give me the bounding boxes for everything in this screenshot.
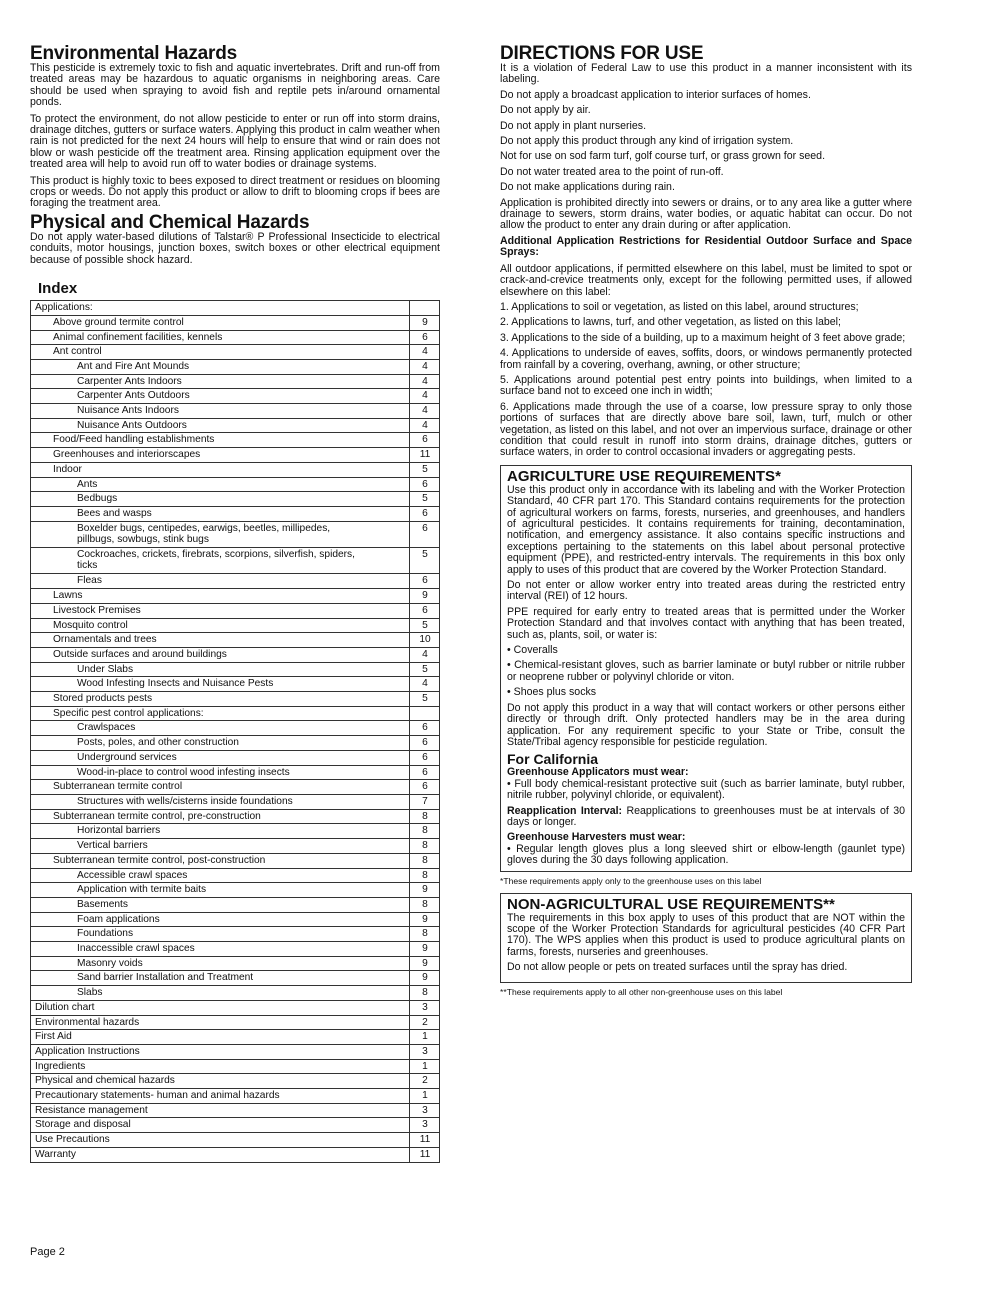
index-row [31, 1133, 440, 1148]
index-row [31, 692, 440, 707]
index-row [31, 986, 440, 1001]
index-entry-page: 6 [410, 521, 440, 547]
agriculture-paragraph: PPE required for early entry to treated areas that is permitted under the Worker Protection Standard and that involves contact with anything that has been treated, such as, plants, soil, or water is: [507, 605, 905, 641]
index-row [31, 603, 440, 618]
index-entry-page: 6 [410, 477, 440, 492]
index-entry-page: 6 [410, 574, 440, 589]
index-row [31, 433, 440, 448]
index-entry-page: 9 [410, 912, 440, 927]
index-entry-label: Greenhouses and interiorscapes [31, 448, 410, 463]
index-entry-label: Application Instructions [31, 1044, 410, 1059]
index-row [31, 912, 440, 927]
california-title: For California [507, 751, 599, 768]
index-entry-label: Subterranean termite control [31, 780, 410, 795]
index-entry-page: 2 [410, 1015, 440, 1030]
index-row [31, 448, 440, 463]
index-entry-page: 6 [410, 736, 440, 751]
index-entry-label: Storage and disposal [31, 1118, 410, 1133]
directions-title: DIRECTIONS FOR USE [500, 43, 704, 64]
index-row [31, 1000, 440, 1015]
index-entry-label: Mosquito control [31, 618, 410, 633]
index-entry-page: 8 [410, 809, 440, 824]
index-row [31, 477, 440, 492]
index-row [31, 1030, 440, 1045]
index-entry-label: Application with termite baits [31, 883, 410, 898]
agriculture-note: *These requirements apply only to the greenhouse uses on this label [500, 875, 762, 886]
index-entry-page [410, 301, 440, 316]
index-entry-page: 6 [410, 750, 440, 765]
index-entry-page: 6 [410, 721, 440, 736]
index-entry-page: 11 [410, 448, 440, 463]
index-title: Index [38, 280, 78, 298]
index-entry-label: Stored products pests [31, 692, 410, 707]
index-row [31, 942, 440, 957]
index-entry-label: Applications: [31, 301, 410, 316]
restriction-item: 3. Applications to the side of a building, up to a maximum height of 3 feet above grade; [500, 331, 906, 344]
index-entry-page: 4 [410, 345, 440, 360]
index-entry-page: 9 [410, 589, 440, 604]
index-row [31, 795, 440, 810]
index-entry-label: Slabs [31, 986, 410, 1001]
gh-harvesters-text: • Regular length gloves plus a long sleeved shirt or elbow-length (gaunlet type) gloves during the 30 days following application. [507, 842, 905, 867]
index-entry-label: Boxelder bugs, centipedes, earwigs, beetles, millipedes, pillbugs, sowbugs, stink bugs [31, 521, 410, 547]
index-entry-label: First Aid [31, 1030, 410, 1045]
agriculture-title: AGRICULTURE USE REQUIREMENTS* [507, 467, 781, 485]
restrictions-heading: Additional Application Restrictions for Residential Outdoor Surface and Space Sprays: [500, 234, 912, 259]
index-entry-label: Animal confinement facilities, kennels [31, 330, 410, 345]
index-entry-label: Wood-in-place to control wood infesting insects [31, 765, 410, 780]
index-row [31, 506, 440, 521]
index-row [31, 1103, 440, 1118]
index-entry-page: 5 [410, 692, 440, 707]
agriculture-paragraph: • Coveralls [507, 644, 558, 657]
index-entry-page: 10 [410, 633, 440, 648]
index-row [31, 574, 440, 589]
index-entry-label: Environmental hazards [31, 1015, 410, 1030]
index-entry-page: 4 [410, 359, 440, 374]
phys-para: Do not apply water-based dilutions of Talstar® P Professional Insecticide to electrical conduits, motor housings, junction boxes, switch boxes or other electrical equipment because of possible shock hazard. [30, 230, 440, 266]
index-entry-label: Resistance management [31, 1103, 410, 1118]
agriculture-paragraph: Use this product only in accordance with its labeling and with the Worker Protection Standard, 40 CFR part 170. This Standard contains requirements for the protection of agricultural workers on farms, forests, nurseries, and greenhouses, and handlers of agricultural pesticides. It contains requirements for training, decontamination, notification, and emergency assistance. It also contains specific instructions and exceptions pertaining to the statements on this label about personal protective equipment (PPE), and restricted-entry intervals. The requirements in this box only apply to uses of this product that are covered by the Worker Protection Standard. [507, 483, 905, 576]
index-entry-page: 5 [410, 492, 440, 507]
index-entry-page: 9 [410, 883, 440, 898]
index-entry-label: Warranty [31, 1147, 410, 1162]
index-entry-page: 1 [410, 1089, 440, 1104]
directions-intro [500, 63, 912, 232]
env-para-2: To protect the environment, do not allow pesticide to enter or run off into storm drains, drainage ditches, gutters or surface waters. Applying this product in calm weather when rain is not predicted for the next 24 hours will help to ensure that wind or rain does not blow or wash pesticide off the treatment area. Rinsing application equipment over the treated area will help to avoid run off to water bodies or drainage systems. [30, 112, 440, 171]
index-row [31, 839, 440, 854]
index-entry-label: Subterranean termite control, pre-construction [31, 809, 410, 824]
index-entry-page: 5 [410, 548, 440, 574]
index-entry-page: 6 [410, 433, 440, 448]
index-entry-label: Foam applications [31, 912, 410, 927]
directions-item: Not for use on sod farm turf, golf course turf, or grass grown for seed. [500, 150, 826, 163]
directions-item: Application is prohibited directly into sewers or drains, or to any area like a gutter where drainage to sewers, storm drains, water bodies, or aquatic habitat can occur. Do not allow the product to enter any drain during or after application. [500, 196, 912, 232]
index-entry-page: 3 [410, 1103, 440, 1118]
index-entry-label: Ants [31, 477, 410, 492]
index-entry-label: Bees and wasps [31, 506, 410, 521]
index-row [31, 809, 440, 824]
env-para-3: This product is highly toxic to bees exposed to direct treatment or residues on blooming crops or weeds. Do not apply this product or allow to drift to blooming crops if bees are foraging the treatment area. [30, 174, 440, 210]
index-entry-label: Subterranean termite control, post-construction [31, 853, 410, 868]
gh-applicators-heading: Greenhouse Applicators must wear: [507, 766, 689, 779]
index-row [31, 956, 440, 971]
index-entry-label: Ant control [31, 345, 410, 360]
index-entry-page: 8 [410, 927, 440, 942]
index-entry-page: 11 [410, 1133, 440, 1148]
index-entry-page: 4 [410, 647, 440, 662]
index-row [31, 721, 440, 736]
index-entry-label: Nuisance Ants Indoors [31, 404, 410, 419]
directions-item: It is a violation of Federal Law to use this product in a manner inconsistent with its labeling. [500, 62, 912, 86]
index-entry-label: Cockroaches, crickets, firebrats, scorpions, silverfish, spiders, ticks [31, 548, 410, 574]
restriction-item: 6. Applications made through the use of a coarse, low pressure spray to only those portions of surfaces that are directly above bare soil, lawn, turf, mulch or other vegetation, as listed on this label, and not over an impervious surface, drainage or other condition that could result in runoff into storm drains, drainage ditches, gutters or surface waters, in order to control occasional invaders or aggregating pests. [500, 400, 912, 459]
index-table [30, 300, 440, 1162]
index-entry-page: 5 [410, 618, 440, 633]
agriculture-paragraph: • Chemical-resistant gloves, such as barrier laminate or butyl rubber or nitrile rubber or neoprene rubber or polyvinyl chloride or viton. [507, 659, 905, 683]
gh-harvesters-heading: Greenhouse Harvesters must wear: [507, 831, 686, 844]
index-row [31, 589, 440, 604]
index-row [31, 404, 440, 419]
restrictions-list [500, 264, 912, 459]
index-entry-page: 6 [410, 780, 440, 795]
index-entry-page: 4 [410, 389, 440, 404]
index-entry-page: 1 [410, 1030, 440, 1045]
reapplication-label: Reapplication Interval: [507, 804, 623, 817]
index-entry-page: 9 [410, 942, 440, 957]
env-hazards-title: Environmental Hazards [30, 43, 237, 64]
index-row [31, 345, 440, 360]
index-entry-label: Specific pest control applications: [31, 706, 410, 721]
index-entry-label: Bedbugs [31, 492, 410, 507]
index-entry-page: 6 [410, 765, 440, 780]
gh-applicators-text: • Full body chemical-resistant protective suit (such as barrier laminate, butyl rubber, nitrile rubber, polyvinyl chloride, or equivalent). [507, 777, 905, 802]
index-row [31, 897, 440, 912]
index-entry-label: Livestock Premises [31, 603, 410, 618]
index-entry-page: 1 [410, 1059, 440, 1074]
index-entry-label: Accessible crawl spaces [31, 868, 410, 883]
index-entry-page: 8 [410, 986, 440, 1001]
index-row [31, 359, 440, 374]
index-row [31, 883, 440, 898]
restriction-item: 2. Applications to lawns, turf, and other vegetation, as listed on this label; [500, 316, 841, 329]
index-row [31, 853, 440, 868]
index-entry-label: Masonry voids [31, 956, 410, 971]
index-entry-label: Underground services [31, 750, 410, 765]
index-row [31, 647, 440, 662]
index-entry-label: Ingredients [31, 1059, 410, 1074]
restriction-item: 4. Applications to underside of eaves, soffits, doors, or windows permanently protected from rainfall by a covering, overhang, awning, or other structure; [500, 347, 912, 371]
index-entry-label: Lawns [31, 589, 410, 604]
env-para-1: This pesticide is extremely toxic to fish and aquatic invertebrates. Drift and run-off from treated areas may be hazardous to aquatic organisms in neighboring areas. Care should be used when spraying to avoid fish and reptile pets in/around ornamental ponds. [30, 62, 440, 109]
index-entry-page: 2 [410, 1074, 440, 1089]
non-agriculture-paragraphs [507, 913, 905, 974]
index-entry-page: 8 [410, 853, 440, 868]
index-row [31, 389, 440, 404]
index-row [31, 750, 440, 765]
index-entry-page: 9 [410, 971, 440, 986]
directions-item: Do not make applications during rain. [500, 181, 675, 194]
index-entry-label: Precautionary statements- human and animal hazards [31, 1089, 410, 1104]
index-entry-page: 4 [410, 404, 440, 419]
index-entry-label: Structures with wells/cisterns inside foundations [31, 795, 410, 810]
directions-item: Do not apply this product through any kind of irrigation system. [500, 135, 794, 148]
non-agriculture-title: NON-AGRICULTURAL USE REQUIREMENTS** [507, 895, 835, 913]
directions-item: Do not apply by air. [500, 104, 591, 117]
index-entry-page: 11 [410, 1147, 440, 1162]
restriction-item: 5. Applications around potential pest entry points into buildings, when limited to a surface band not to exceed one inch in width; [500, 373, 912, 398]
left-column [30, 44, 440, 1163]
reapplication-text: Reapplications to greenhouses must be at intervals of 30 days or longer. [507, 804, 905, 828]
index-entry-label: Above ground termite control [31, 315, 410, 330]
index-entry-page: 6 [410, 506, 440, 521]
index-row [31, 618, 440, 633]
index-entry-label: Fleas [31, 574, 410, 589]
index-row [31, 1089, 440, 1104]
index-entry-label: Horizontal barriers [31, 824, 410, 839]
index-row [31, 868, 440, 883]
index-entry-label: Basements [31, 897, 410, 912]
index-entry-page: 9 [410, 956, 440, 971]
index-row [31, 492, 440, 507]
index-row [31, 780, 440, 795]
index-row [31, 1118, 440, 1133]
restriction-item: All outdoor applications, if permitted elsewhere on this label, must be limited to spot or crack-and-crevice treatments only, except for the following permitted uses, if allowed elsewhere on this label: [500, 262, 912, 298]
index-row [31, 374, 440, 389]
index-entry-page: 7 [410, 795, 440, 810]
index-row [31, 971, 440, 986]
index-entry-label: Wood Infesting Insects and Nuisance Pests [31, 677, 410, 692]
index-entry-page: 6 [410, 603, 440, 618]
phys-hazards-title: Physical and Chemical Hazards [30, 211, 310, 233]
non-agriculture-box [500, 893, 912, 983]
index-row [31, 765, 440, 780]
index-entry-page: 6 [410, 330, 440, 345]
index-row [31, 462, 440, 477]
index-entry-label: Dilution chart [31, 1000, 410, 1015]
index-row [31, 1147, 440, 1162]
index-entry-label: Foundations [31, 927, 410, 942]
index-entry-page: 5 [410, 462, 440, 477]
index-row [31, 927, 440, 942]
right-column [500, 44, 912, 1004]
index-entry-page: 4 [410, 374, 440, 389]
reapplication-interval [507, 806, 905, 829]
index-row [31, 301, 440, 316]
index-entry-page: 3 [410, 1000, 440, 1015]
index-row [31, 824, 440, 839]
index-row [31, 1059, 440, 1074]
index-row [31, 330, 440, 345]
index-entry-label: Ant and Fire Ant Mounds [31, 359, 410, 374]
index-row [31, 736, 440, 751]
index-entry-page: 4 [410, 418, 440, 433]
index-row [31, 1074, 440, 1089]
index-entry-page: 4 [410, 677, 440, 692]
agriculture-paragraphs [507, 485, 905, 749]
non-agriculture-paragraph: Do not allow people or pets on treated surfaces until the spray has dried. [507, 961, 848, 974]
non-agriculture-note: **These requirements apply to all other non-greenhouse uses on this label [500, 986, 783, 997]
page-number: Page 2 [30, 1246, 65, 1258]
index-entry-label: Inaccessible crawl spaces [31, 942, 410, 957]
index-entry-label: Posts, poles, and other construction [31, 736, 410, 751]
index-entry-page: 5 [410, 662, 440, 677]
index-entry-page: 3 [410, 1118, 440, 1133]
index-row [31, 1044, 440, 1059]
index-entry-label: Crawlspaces [31, 721, 410, 736]
restriction-item: 1. Applications to soil or vegetation, as listed on this label, around structures; [500, 300, 859, 313]
index-entry-label: Nuisance Ants Outdoors [31, 418, 410, 433]
index-row [31, 677, 440, 692]
non-agriculture-paragraph: The requirements in this box apply to uses of this product that are NOT within the scope of the Worker Protection Standards for agricultural pesticides (40 CFR Part 170). The WPS applies when this product is used to produce agricultural plants on farms, forests, nurseries and greenhouses. [507, 911, 905, 958]
index-entry-label: Physical and chemical hazards [31, 1074, 410, 1089]
index-row [31, 662, 440, 677]
index-entry-label: Indoor [31, 462, 410, 477]
index-entry-label: Food/Feed handling establishments [31, 433, 410, 448]
index-entry-page: 9 [410, 315, 440, 330]
index-row [31, 315, 440, 330]
agriculture-paragraph: Do not apply this product in a way that will contact workers or other persons either directly or through drift. Only protected handlers may be in the area during application. For any requirement specific to your State or Tribe, consult the State/Tribal agency responsible for pesticide regulation. [507, 701, 905, 748]
directions-item: Do not water treated area to the point of run-off. [500, 165, 724, 178]
index-entry-label: Under Slabs [31, 662, 410, 677]
agriculture-paragraph: Do not enter or allow worker entry into treated areas during the restricted entry interval (REI) of 12 hours. [507, 579, 905, 603]
index-entry-label: Ornamentals and trees [31, 633, 410, 648]
index-entry-page: 3 [410, 1044, 440, 1059]
index-entry-label: Carpenter Ants Indoors [31, 374, 410, 389]
index-entry-label: Sand barrier Installation and Treatment [31, 971, 410, 986]
index-row [31, 1015, 440, 1030]
index-row [31, 548, 440, 574]
index-entry-page [410, 706, 440, 721]
agriculture-box [500, 465, 912, 872]
index-row [31, 521, 440, 547]
index-entry-page: 8 [410, 868, 440, 883]
index-row [31, 706, 440, 721]
index-entry-label: Use Precautions [31, 1133, 410, 1148]
index-row [31, 418, 440, 433]
index-entry-label: Carpenter Ants Outdoors [31, 389, 410, 404]
index-entry-label: Outside surfaces and around buildings [31, 647, 410, 662]
agriculture-paragraph: • Shoes plus socks [507, 686, 597, 699]
index-entry-page: 8 [410, 897, 440, 912]
index-row [31, 633, 440, 648]
index-entry-label: Vertical barriers [31, 839, 410, 854]
index-entry-page: 8 [410, 839, 440, 854]
index-entry-page: 8 [410, 824, 440, 839]
directions-item: Do not apply a broadcast application to interior surfaces of homes. [500, 88, 811, 101]
directions-item: Do not apply in plant nurseries. [500, 119, 647, 132]
